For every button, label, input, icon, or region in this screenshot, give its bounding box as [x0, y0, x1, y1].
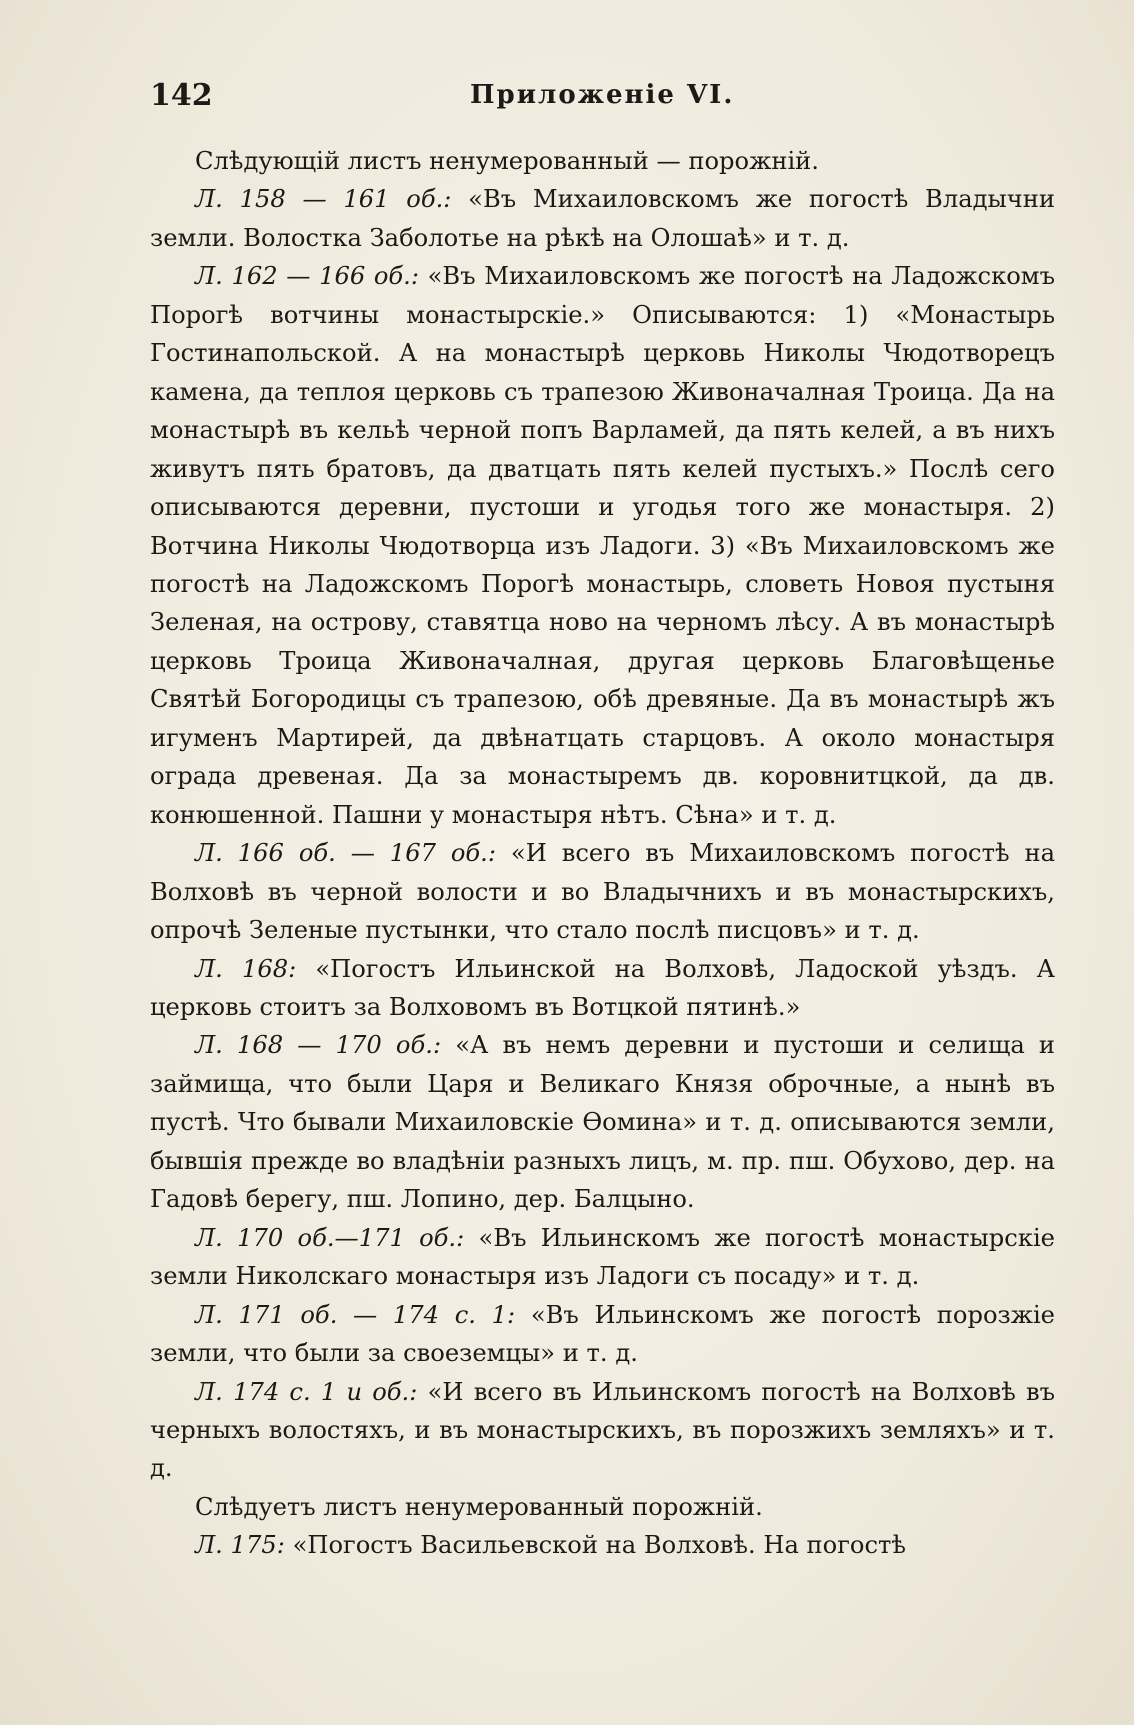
- paragraph-text: «Въ Михаиловскомъ же погостѣ Владычни земли. Волостка Заболотье на рѣкѣ на Олошаѣ» и т. д.: [150, 185, 1055, 252]
- paragraph: [150, 950, 1055, 1027]
- paragraph-text: «И всего въ Ильинскомъ погостѣ на Волховѣ въ черныхъ волостяхъ, и въ монастырскихъ, въ порозжихъ земляхъ» и т. д.: [150, 1377, 1055, 1483]
- paragraph-text: «Въ Ильинскомъ же погостѣ монастырскіе земли Николскаго монастыря изъ Ладоги съ посаду» и т. д.: [150, 1223, 1055, 1291]
- folio-reference: Л. 171 об. — 174 с. 1:: [195, 1300, 516, 1329]
- paragraph: [150, 142, 1055, 180]
- paragraph: [150, 1296, 1055, 1373]
- paragraph-text: Слѣдуетъ листъ ненумерованный порожній.: [195, 1492, 763, 1521]
- folio-reference: Л. 168:: [195, 954, 297, 983]
- paragraph: [150, 1373, 1055, 1488]
- body-text: [150, 142, 1055, 1565]
- paragraph-text: Слѣдующій листъ ненумерованный — порожній.: [195, 147, 819, 175]
- folio-reference: Л. 168 — 170 об.:: [195, 1031, 442, 1060]
- paragraph-text: «Въ Михаиловскомъ же погостѣ на Ладожскомъ Порогѣ вотчины монастырскіе.» Описываются: 1) «Монастырь Гостинапольской. А на монастырѣ церковь Николы Чюдотворецъ камена, да теплоя церковь съ трапезою Живоначалная Троица. Да на монастырѣ въ кельѣ черной попъ Варламей, да пять келей, а въ нихъ живутъ пять братовъ, да дватцать пять келей пустыхъ.» Послѣ сего описываются деревни, пустоши и угодья того же монастыря. 2) Вотчина Николы Чюдотворца изъ Ладоги. 3) «Въ Михаиловскомъ же погостѣ на Ладожскомъ Порогѣ монастырь, словеть Новоя пустыня Зеленая, на острову, ставятца ново на черномъ лѣсу. А въ монастырѣ церковь Троица Живоначалная, другая церковь Благовѣщенье Святѣй Богородицы съ трапезою, обѣ древяные. Да въ монастырѣ жъ игуменъ Мартирей, да двѣнатцать старцовъ. А около монастыря ограда древеная. Да за монастыремъ дв. коровнитцкой, да дв. конюшенной. Пашни у монастыря нѣтъ. Сѣна» и т. д.: [150, 262, 1055, 829]
- folio-reference: Л. 166 об. — 167 об.:: [195, 839, 497, 868]
- folio-reference: Л. 170 об.—171 об.:: [195, 1223, 465, 1252]
- running-title: Приложеніе VI.: [470, 80, 735, 110]
- paragraph-text: «Въ Ильинскомъ же погостѣ порозжіе земли, что были за своеземцы» и т. д.: [150, 1300, 1055, 1368]
- paragraph-text: «А въ немъ деревни и пустоши и селища и займища, что были Царя и Великаго Князя оброчные, а нынѣ въ пустѣ. Что бывали Михаиловскіе Ѳомина» и т. д. описываются земли, бывшія прежде во владѣніи разныхъ лицъ, м. пр. пш. Обухово, дер. на Гадовѣ берегу, пш. Лопино, дер. Балцыно.: [150, 1031, 1055, 1214]
- page-number: 142: [150, 78, 213, 113]
- paragraph: [150, 834, 1055, 949]
- paragraph-text: «Погостъ Васильевской на Волховѣ. На погостѣ: [284, 1531, 906, 1560]
- paragraph: [150, 257, 1055, 834]
- paragraph: [150, 180, 1055, 257]
- paragraph: [150, 1488, 1055, 1526]
- paragraph-text: «Погостъ Ильинской на Волховѣ, Ладоской уѣздъ. А церковь стоитъ за Волховомъ въ Вотцкой пятинѣ.»: [150, 954, 1055, 1021]
- paragraph-text: «И всего въ Михаиловскомъ погостѣ на Волховѣ въ черной волости и во Владычнихъ и въ монастырскихъ, опрочѣ Зеленые пустынки, что стало послѣ писцовъ» и т. д.: [150, 839, 1055, 945]
- paragraph: [150, 1219, 1055, 1296]
- folio-reference: Л. 162 — 166 об.:: [195, 262, 420, 291]
- paragraph: [150, 1526, 1055, 1564]
- folio-reference: Л. 175:: [195, 1531, 285, 1560]
- page-header: [150, 78, 1050, 128]
- paragraph: [150, 1026, 1055, 1218]
- folio-reference: Л. 158 — 161 об.:: [195, 185, 452, 214]
- folio-reference: Л. 174 с. 1 и об.:: [195, 1377, 418, 1406]
